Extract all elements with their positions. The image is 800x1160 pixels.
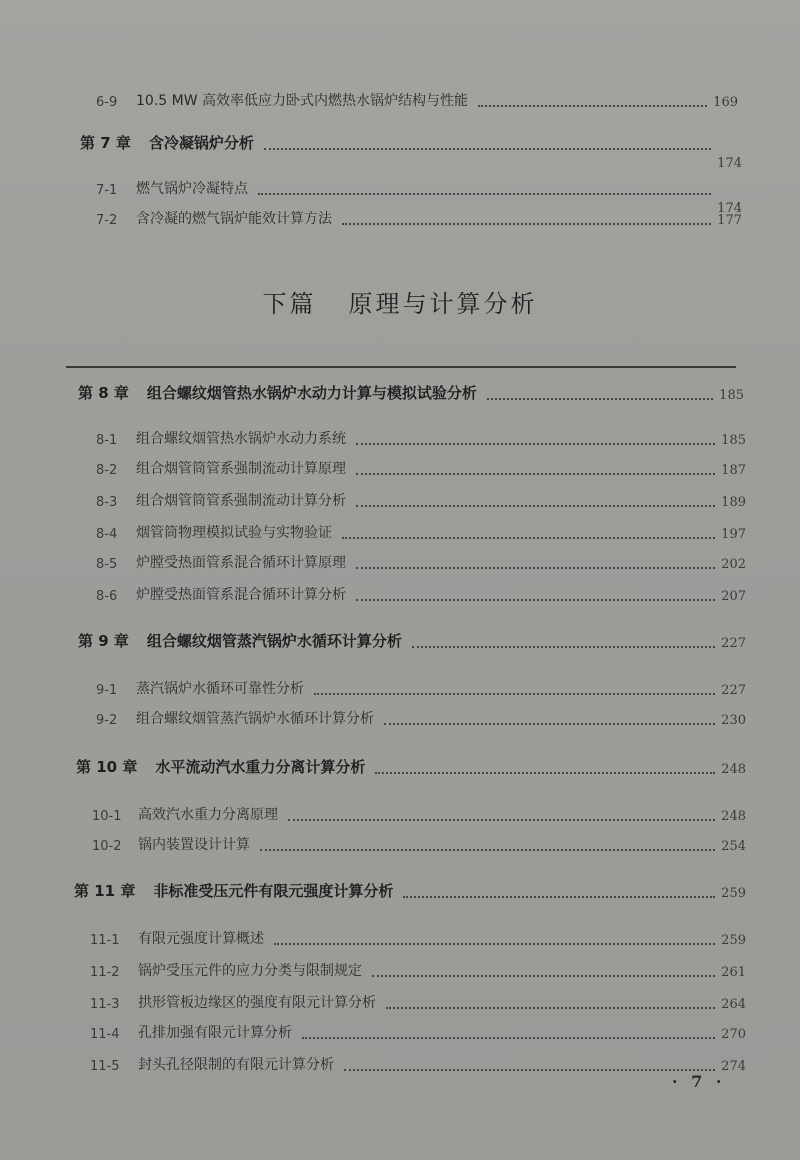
- chapter-label: 第 7 章: [80, 134, 131, 152]
- entry-number: 7-1: [96, 183, 118, 198]
- page-number: 230: [721, 713, 746, 728]
- toc-entry: [96, 584, 746, 604]
- page-number: 274: [721, 1059, 746, 1074]
- chapter-label: 第 9 章: [78, 632, 129, 650]
- page-number: 177: [717, 213, 742, 228]
- chapter-title: 水平流动汽水重力分离计算分析: [155, 758, 366, 776]
- entry-number: 6-9: [96, 95, 118, 110]
- entry-number: 7-2: [96, 213, 118, 228]
- chapter-title: 组合螺纹烟管蒸汽锅炉水循环计算分析: [146, 632, 402, 650]
- toc-entry: [96, 458, 746, 478]
- entry-title: 组合螺纹烟管热水锅炉水动力系统: [136, 431, 346, 447]
- entry-title: 组合烟管筒管系强制流动计算原理: [136, 461, 346, 477]
- leader-dots: [258, 183, 711, 195]
- leader-dots: [412, 636, 715, 648]
- toc-entry: [96, 678, 746, 698]
- chapter-heading: [80, 132, 742, 171]
- leader-dots: [356, 495, 715, 507]
- leader-dots: [342, 527, 715, 539]
- chapter-title: 含冷凝锅炉分析: [148, 134, 254, 152]
- toc-entry: [90, 1054, 746, 1074]
- leader-dots: [386, 997, 715, 1009]
- page-number: 264: [721, 997, 746, 1012]
- toc-entry: [90, 960, 746, 980]
- entry-title: 孔排加强有限元计算分析: [138, 1025, 292, 1041]
- leader-dots: [302, 1027, 715, 1039]
- toc-entry: [92, 804, 746, 824]
- chapter-label: 第 10 章: [76, 758, 138, 776]
- toc-entry: [90, 992, 746, 1012]
- chapter-heading: [78, 382, 744, 403]
- page-number: 202: [721, 557, 746, 572]
- page-number: 248: [721, 762, 746, 777]
- toc-entry: [96, 428, 746, 448]
- leader-dots: [487, 388, 713, 400]
- page-number: 259: [721, 933, 746, 948]
- entry-title: 锅炉受压元件的应力分类与限制规定: [138, 963, 362, 979]
- page-number: 270: [721, 1027, 746, 1042]
- section-rule: [66, 366, 736, 368]
- leader-dots: [260, 839, 715, 851]
- entry-number: 10-1: [92, 809, 122, 824]
- leader-dots: [264, 138, 711, 150]
- page-number: 169: [713, 95, 738, 110]
- leader-dots: [356, 433, 715, 445]
- page-number: 174: [717, 156, 742, 171]
- page-number: 174: [717, 201, 742, 216]
- leader-dots: [375, 762, 715, 774]
- toc-entry: [96, 490, 746, 510]
- chapter-label: 第 8 章: [78, 384, 129, 402]
- entry-title: 有限元强度计算概述: [138, 931, 264, 947]
- leader-dots: [356, 557, 715, 569]
- part-label: 下篇: [262, 290, 317, 318]
- leader-dots: [478, 95, 707, 107]
- leader-dots: [356, 463, 715, 475]
- page-folio: · 7 ·: [672, 1072, 726, 1091]
- entry-number: 8-5: [96, 557, 118, 572]
- page-number: 187: [721, 463, 746, 478]
- leader-dots: [344, 1059, 715, 1071]
- page-number: 197: [721, 527, 746, 542]
- entry-title: 组合螺纹烟管蒸汽锅炉水循环计算分析: [136, 711, 374, 727]
- toc-entry: [96, 522, 746, 542]
- chapter-heading: [78, 630, 746, 651]
- entry-number: 11-4: [90, 1027, 120, 1042]
- part-title: [0, 284, 800, 319]
- entry-number: 8-4: [96, 527, 118, 542]
- entry-title: 蒸汽锅炉水循环可靠性分析: [136, 681, 304, 697]
- entry-title: 含冷凝的燃气锅炉能效计算方法: [136, 211, 332, 227]
- page-number: 227: [721, 636, 746, 651]
- chapter-label: 第 11 章: [74, 882, 136, 900]
- entry-title: 燃气锅炉冷凝特点: [136, 181, 248, 197]
- entry-number: 10-2: [92, 839, 122, 854]
- chapter-heading: [76, 756, 746, 777]
- page-number: 261: [721, 965, 746, 980]
- entry-number: 9-2: [96, 713, 118, 728]
- entry-number: 8-3: [96, 495, 118, 510]
- entry-title: 封头孔径限制的有限元计算分析: [138, 1057, 334, 1073]
- leader-dots: [342, 213, 711, 225]
- entry-number: 11-1: [90, 933, 120, 948]
- chapter-heading: [74, 880, 746, 901]
- entry-title: 烟管筒物理模拟试验与实物验证: [136, 525, 332, 541]
- toc-entry: [96, 552, 746, 572]
- chapter-title: 非标准受压元件有限元强度计算分析: [153, 882, 394, 900]
- page-number: 248: [721, 809, 746, 824]
- page-number: 189: [721, 495, 746, 510]
- leader-dots: [314, 683, 715, 695]
- entry-number: 8-1: [96, 433, 118, 448]
- toc-entry: [96, 178, 742, 216]
- page-number: 185: [721, 433, 746, 448]
- chapter-title: 组合螺纹烟管热水锅炉水动力计算与模拟试验分析: [146, 384, 477, 402]
- page-number: 227: [721, 683, 746, 698]
- entry-number: 9-1: [96, 683, 118, 698]
- entry-number: 11-3: [90, 997, 120, 1012]
- toc-entry: [92, 834, 746, 854]
- leader-dots: [288, 809, 715, 821]
- entry-number: 11-2: [90, 965, 120, 980]
- entry-title: 组合烟管筒管系强制流动计算分析: [136, 493, 346, 509]
- entry-title: 高效汽水重力分离原理: [138, 807, 278, 823]
- entry-title: 拱形管板边缘区的强度有限元计算分析: [138, 995, 376, 1011]
- page-number: 254: [721, 839, 746, 854]
- entry-number: 11-5: [90, 1059, 120, 1074]
- entry-title: 炉膛受热面管系混合循环计算分析: [136, 587, 346, 603]
- leader-dots: [403, 886, 715, 898]
- leader-dots: [274, 933, 715, 945]
- leader-dots: [372, 965, 715, 977]
- page-number: 259: [721, 886, 746, 901]
- page-number: 207: [721, 589, 746, 604]
- entry-title: 锅内装置设计计算: [138, 837, 250, 853]
- entry-title: 10.5 MW 高效率低应力卧式内燃热水锅炉结构与性能: [136, 93, 468, 109]
- toc-entry: [90, 928, 746, 948]
- entry-number: 8-2: [96, 463, 118, 478]
- part-name: 原理与计算分析: [348, 290, 538, 318]
- toc-entry: [96, 208, 742, 228]
- page-number: 185: [719, 388, 744, 403]
- entry-title: 炉膛受热面管系混合循环计算原理: [136, 555, 346, 571]
- toc-entry: [90, 1022, 746, 1042]
- leader-dots: [356, 589, 715, 601]
- leader-dots: [384, 713, 715, 725]
- entry-number: 8-6: [96, 589, 118, 604]
- toc-entry: [96, 90, 738, 110]
- toc-entry: [96, 708, 746, 728]
